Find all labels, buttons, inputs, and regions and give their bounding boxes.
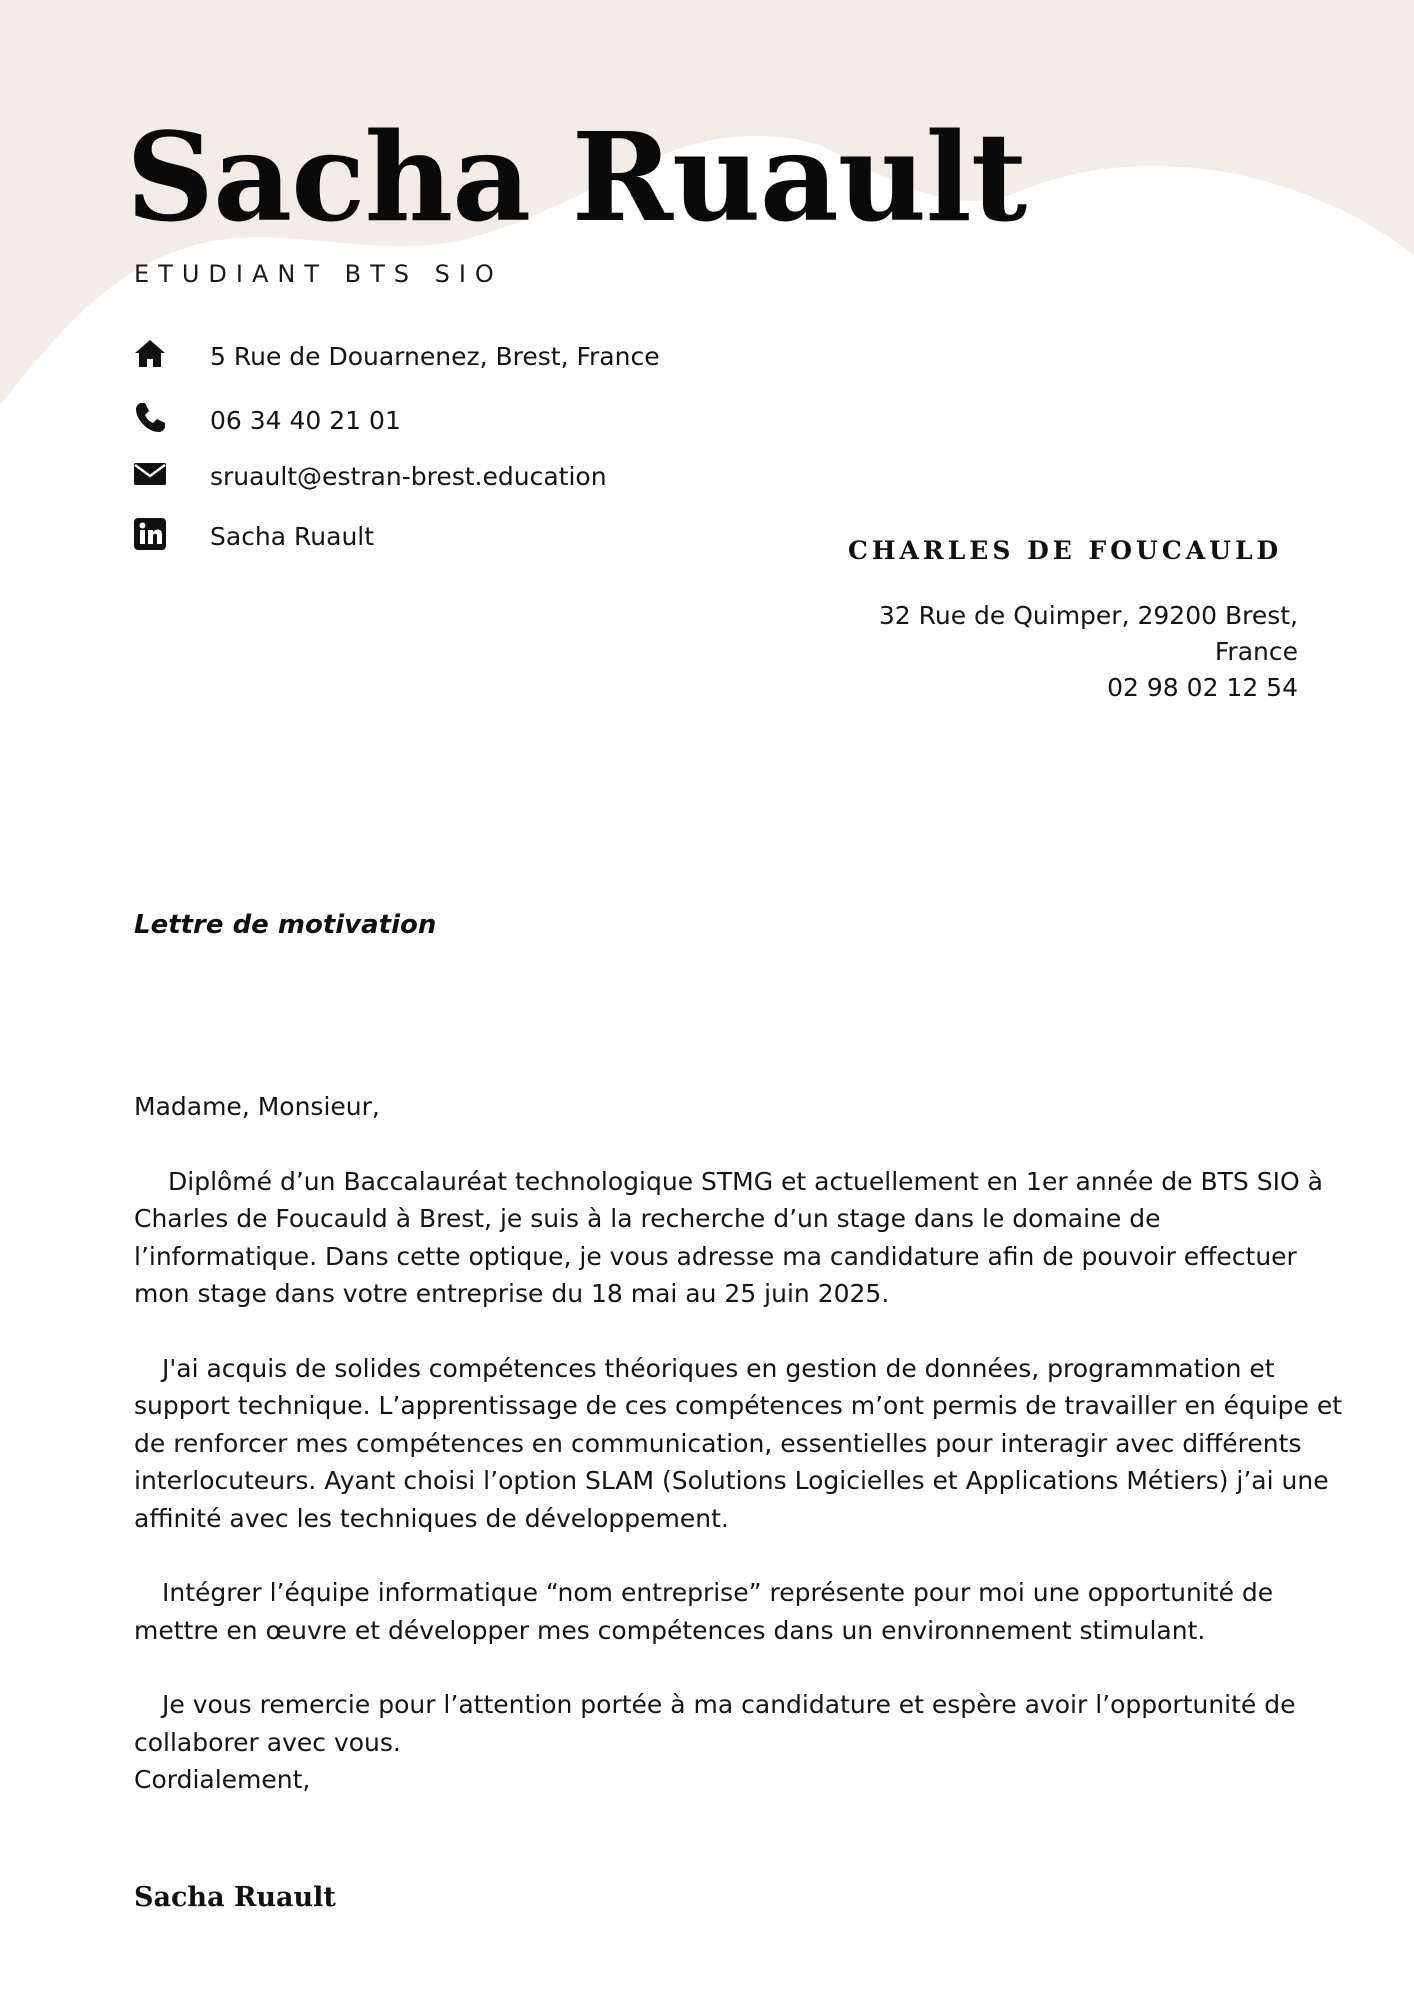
signature: Sacha Ruault — [134, 1882, 336, 1913]
recipient-name: CHARLES DE FOUCAULD — [848, 536, 1283, 565]
contact-address: 5 Rue de Douarnenez, Brest, France — [210, 342, 660, 371]
contact-address-row — [132, 336, 752, 376]
recipient-phone: 02 98 02 12 54 — [1107, 673, 1298, 702]
closing: Cordialement, — [134, 1765, 311, 1794]
recipient-address — [838, 598, 1298, 706]
phone-icon — [132, 400, 168, 436]
contact-phone-row — [132, 400, 752, 440]
paragraph-2: J'ai acquis de solides compétences théoriques en gestion de données, programmation et support technique. L’apprentissage de ces compétences m’ont permis de travailler en équipe et de renforcer mes compétences en communication, essentielles pour interagir avec différents interlocuteurs. Ayant choisi l’option SLAM (Solutions Logicielles et Applications Métiers) j’ai une affinité avec les techniques de développement. — [134, 1353, 1343, 1533]
linkedin-icon — [132, 516, 168, 552]
contact-email-row — [132, 456, 752, 496]
paragraph-4: Je vous remercie pour l’attention portée à ma candidature et espère avoir l’opportunité de collaborer avec vous. — [134, 1690, 1296, 1757]
salutation: Madame, Monsieur, — [134, 1092, 380, 1121]
applicant-subtitle: ETUDIANT BTS SIO — [134, 260, 503, 288]
paragraph-1: Diplômé d’un Baccalauréat technologique STMG et actuellement en 1er année de BTS SIO à Charles de Foucauld à Brest, je suis à la recherche d’un stage dans le domaine de l’informatique. Dans cette optique, je vous adresse ma candidature afin de pouvoir effectuer mon stage dans votre entreprise du 18 mai au 25 juin 2025. — [134, 1166, 1323, 1308]
letter-body — [134, 1088, 1349, 1799]
paragraph-3: Intégrer l’équipe informatique “nom entreprise” représente pour moi une opportunité de mettre en œuvre et développer mes compétences dans un environnement stimulant. — [134, 1578, 1274, 1645]
recipient-address-line1: 32 Rue de Quimper, 29200 Brest, — [878, 601, 1298, 630]
applicant-name: Sacha Ruault — [126, 105, 1027, 249]
contact-phone: 06 34 40 21 01 — [210, 406, 401, 435]
recipient-address-line2: France — [1214, 637, 1298, 666]
contact-email[interactable]: sruault@estran-brest.education — [210, 462, 607, 491]
contact-linkedin[interactable]: Sacha Ruault — [210, 522, 375, 551]
contact-linkedin-row — [132, 516, 752, 556]
home-icon — [132, 336, 168, 372]
mail-icon — [132, 456, 168, 492]
document-title: Lettre de motivation — [134, 910, 437, 940]
